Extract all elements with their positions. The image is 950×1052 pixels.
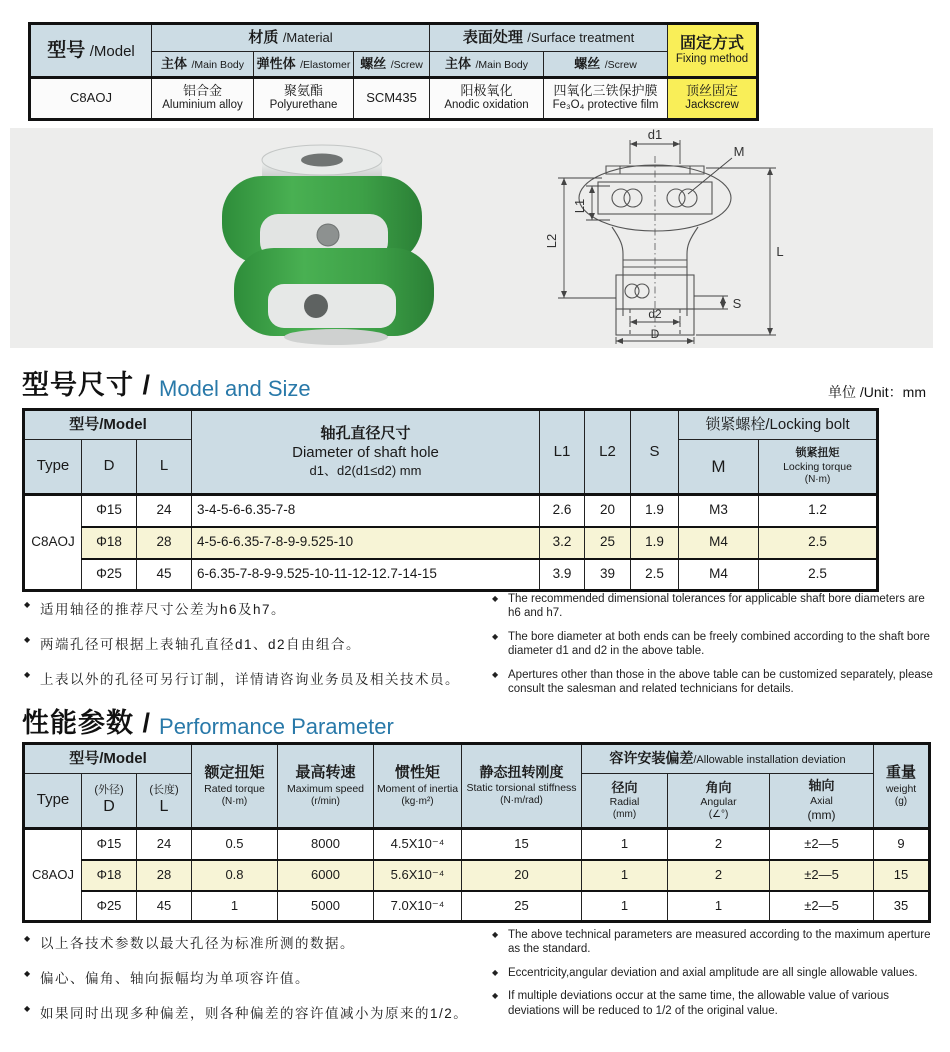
cell-weight: 15 [874,860,930,891]
perf-header-inertia [374,744,462,829]
cell-m: M4 [679,527,759,559]
cell-d: Φ15 [82,495,137,527]
spec-subheader-screw1 [354,52,430,78]
spec-subheader-main-body2-en: /Main Body [475,58,529,71]
spec-header-fixing-en: Fixing method [675,53,749,66]
perf-header-axial [770,774,874,829]
size-header-m: M [679,440,759,495]
perf-header-speed-en: Maximum speed [286,782,365,795]
cell-radial: 1 [582,860,668,891]
size-header-model-group: 型号/Model [24,410,192,440]
size-table-row [24,559,878,591]
cell-s: 1.9 [631,495,679,527]
spec-header-model-en: /Model [89,42,135,60]
spec-subheader-main-body2-zh: 主体 [445,55,472,71]
photo-set-screw-top [317,224,339,246]
cell-l: 28 [137,527,192,559]
technical-drawing [480,128,910,348]
perf-header-weight-en: weight [885,782,917,795]
note-item: ◆ The bore diameter at both ends can be freely combined according to the shaft bore diameter d1 and d2 in the above table. [492,630,938,659]
perf-header-radial [582,774,668,829]
cell-bores: 6-6.35-7-8-9-9.525-10-11-12-12.7-14-15 [192,559,540,591]
perf-header-axial-unit: (mm) [807,807,836,822]
spec-subheader-screw2-en: /Screw [604,58,637,71]
perf-header-inertia-unit: (kg·m²) [401,795,434,807]
note-item: ◆ If multiple deviations occur at the same time, the allowable value of various deviations will be reduced to 1/2 of the original value. [492,989,938,1018]
spec-subheader-screw2 [544,52,668,78]
spec-subheader-main-body [152,52,254,78]
perf-header-torque-en: Rated torque [204,782,265,795]
size-title-en: Model and Size [159,376,311,401]
spec-header-model-zh: 型号 [47,39,86,61]
size-header-shaft-range: d1、d2(d1≤d2) mm [309,462,422,478]
spec-elastomer-value [254,78,354,120]
cell-axial: ±2—5 [770,860,874,891]
cell-l2: 20 [585,495,631,527]
spec-header-material-zh: 材质 [248,28,279,46]
spec-header-fixing-zh: 固定方式 [680,34,745,52]
perf-type-value: C8AOJ [24,829,82,922]
drawing-dimensions [558,140,776,344]
cell-s: 2.5 [631,559,679,591]
spec-surface-main-en: Anodic oxidation [444,99,529,112]
spec-header-fixing [668,24,758,78]
cell-l2: 39 [585,559,631,591]
perf-header-l [137,774,192,829]
size-table-row [24,495,878,527]
perf-table-row [24,891,930,922]
photo-set-screw-bottom [304,294,328,318]
dim-label-s: S [732,296,742,311]
size-header-l2: L2 [585,410,631,495]
perf-header-type: Type [24,774,82,829]
spec-main-body-en: Aluminium alloy [162,99,243,112]
perf-header-d-zh: (外径) [94,783,124,796]
perf-header-angular-unit: (∠°) [708,808,729,820]
cell-speed: 5000 [278,891,374,922]
cell-radial: 1 [582,829,668,860]
perf-header-model-group: 型号/Model [24,744,192,774]
spec-header-surface-zh: 表面处理 [462,28,523,46]
spec-subheader-elastomer-zh: 弹性体 [256,55,296,71]
perf-title-zh: 性能参数 / [22,708,152,738]
size-header-shaft-zh: 轴孔直径尺寸 [320,425,411,443]
cell-weight: 35 [874,891,930,922]
cell-torque: 1.2 [759,495,878,527]
size-header-torque-unit: (N·m) [804,473,831,485]
perf-table-row [24,829,930,860]
cell-speed: 8000 [278,829,374,860]
size-header-d: D [82,440,137,495]
cell-l: 45 [137,559,192,591]
note-item: ◆ Eccentricity,angular deviation and axial amplitude are all single allowable values. [492,966,938,980]
perf-header-speed-unit: (r/min) [311,795,340,807]
photo-top-bore [301,154,343,167]
spec-subheader-screw1-zh: 螺丝 [360,55,387,71]
spec-model-value: C8AOJ [30,78,152,120]
photo-base [284,329,388,345]
spec-subheader-screw2-zh: 螺丝 [574,55,601,71]
spec-subheader-screw1-en: /Screw [390,58,423,71]
cell-d: Φ18 [82,860,137,891]
perf-header-stiffness-en: Static torsional stiffness [466,781,577,794]
cell-torque: 0.5 [192,829,278,860]
cell-stiffness: 25 [462,891,582,922]
cell-l2: 25 [585,527,631,559]
cell-l1: 2.6 [540,495,585,527]
cell-l: 45 [137,891,192,922]
cell-torque: 2.5 [759,559,878,591]
spec-fixing-zh: 顶丝固定 [686,83,739,99]
cell-l: 24 [137,829,192,860]
spec-surface-screw-en: Fe₃O₄ protective film [552,99,659,112]
note-item: ◆ The above technical parameters are measured according to the maximum aperture as the standard. [492,928,938,957]
performance-table [22,742,931,923]
cell-angular: 2 [668,860,770,891]
spec-main-body-zh: 铝合金 [182,83,222,99]
note-item: ◆ The recommended dimensional tolerances for applicable shaft bore diameters are h6 and h7. [492,592,938,621]
cell-d: Φ15 [82,829,137,860]
spec-header-material-en: /Material [282,29,333,45]
cell-inertia: 4.5X10⁻⁴ [374,829,462,860]
perf-title-en: Performance Parameter [159,714,394,739]
perf-header-l-letter: L [159,798,169,816]
perf-header-torque-unit: (N·m) [221,795,248,807]
spec-screw-value: SCM435 [354,78,430,120]
cell-inertia: 7.0X10⁻⁴ [374,891,462,922]
perf-header-d [82,774,137,829]
size-header-torque-zh: 锁紧扭矩 [795,446,840,459]
spec-header-surface [430,24,668,52]
cell-m: M3 [679,495,759,527]
note-item: ◆ 如果同时出现多种偏差，则各种偏差的容许值减小为原来的1/2。 [24,1002,479,1022]
spec-surface-main-value [430,78,544,120]
size-table-row-highlighted [24,527,878,559]
cell-radial: 1 [582,891,668,922]
cell-l: 24 [137,495,192,527]
perf-header-max-speed [278,744,374,829]
spec-subheader-main-body-en: /Main Body [191,58,244,71]
perf-header-deviation-zh: 容许安装偏差 [609,750,694,766]
note-item: ◆ 适用轴径的推荐尺寸公差为h6及h7。 [24,598,474,618]
note-item: ◆ 上表以外的孔径可另行订制，详情请咨询业务员及相关技术员。 [24,668,474,688]
size-header-shaft-en: Diameter of shaft hole [292,443,439,461]
spec-header-surface-en: /Surface treatment [527,29,635,45]
perf-header-inertia-zh: 惯性矩 [394,763,440,781]
cell-l1: 3.9 [540,559,585,591]
size-header-type: Type [24,440,82,495]
note-item: ◆ 两端孔径可根据上表轴孔直径d1、d2自由组合。 [24,633,474,653]
cell-torque: 1 [192,891,278,922]
size-header-shaft-hole [192,410,540,495]
perf-header-stiffness [462,744,582,829]
size-title-zh: 型号尺寸 / [22,370,152,400]
cell-s: 1.9 [631,527,679,559]
cell-axial: ±2—5 [770,829,874,860]
size-header-locking-group: 锁紧螺栓/Locking bolt [679,410,878,440]
perf-header-weight-zh: 重量 [886,763,917,781]
cell-angular: 1 [668,891,770,922]
spec-surface-screw-zh: 四氧化三铁保护膜 [553,83,658,99]
perf-header-speed-zh: 最高转速 [295,763,356,781]
perf-header-rated-torque [192,744,278,829]
spec-fixing-en: Jackscrew [685,99,739,112]
product-image-band [10,128,933,348]
perf-header-d-letter: D [103,798,115,816]
size-type-value: C8AOJ [24,495,82,591]
cell-d: Φ18 [82,527,137,559]
perf-section-title [22,700,928,740]
dim-label-m: M [733,144,745,159]
size-unit-label: 单位 /Unit：mm [828,384,926,400]
perf-header-angular-zh: 角向 [705,779,732,795]
note-item: ◆ Apertures other than those in the above table can be customized separately, please consult the salesman and related technicians for details. [492,668,938,697]
perf-header-axial-zh: 轴向 [808,778,835,794]
size-header-s: S [631,410,679,495]
perf-notes-english [492,928,938,1027]
perf-notes-chinese [24,932,479,1037]
spec-elastomer-zh: 聚氨酯 [283,83,323,99]
perf-header-angular [668,774,770,829]
spec-table [28,22,759,121]
cell-d: Φ25 [82,559,137,591]
spec-subheader-elastomer-en: /Elastomer [300,58,351,71]
product-photo [170,130,480,346]
size-section-title [22,362,928,402]
cell-d: Φ25 [82,891,137,922]
dim-label-d2: d2 [648,307,662,321]
size-header-locking-torque [759,440,878,495]
perf-header-stiffness-unit: (N·m/rad) [500,795,543,807]
spec-subheader-main-body2 [430,52,544,78]
perf-table-row-highlighted [24,860,930,891]
spec-fixing-value [668,78,758,120]
note-item: ◆ 偏心、偏角、轴向振幅均为单项容许值。 [24,967,479,987]
spec-elastomer-en: Polyurethane [269,99,338,112]
cell-bores: 3-4-5-6-6.35-7-8 [192,495,540,527]
spec-surface-screw-value [544,78,668,120]
size-table [22,408,879,592]
size-header-l: L [137,440,192,495]
cell-speed: 6000 [278,860,374,891]
perf-header-radial-en: Radial [609,795,640,808]
cell-torque: 0.8 [192,860,278,891]
perf-header-deviation-group [582,744,874,774]
cell-torque: 2.5 [759,527,878,559]
size-header-torque-en: Locking torque [783,460,852,473]
perf-header-l-zh: (长度) [149,783,179,796]
dim-label-l2: L2 [544,233,559,249]
spec-header-model [30,24,152,78]
cell-weight: 9 [874,829,930,860]
perf-header-stiffness-zh: 静态扭转刚度 [479,764,564,781]
size-header-l1: L1 [540,410,585,495]
cell-angular: 2 [668,829,770,860]
cell-l1: 3.2 [540,527,585,559]
spec-main-body-value [152,78,254,120]
dim-label-l1: L1 [572,198,587,214]
dim-label-d1: d1 [647,128,663,142]
spec-surface-main-zh: 阳极氧化 [460,83,513,99]
cell-m: M4 [679,559,759,591]
dim-label-l: L [776,244,784,259]
cell-bores: 4-5-6-6.35-7-8-9-9.525-10 [192,527,540,559]
dim-label-d: D [650,327,660,341]
cell-l: 28 [137,860,192,891]
perf-header-weight-unit: (g) [894,795,908,807]
cell-axial: ±2—5 [770,891,874,922]
cell-stiffness: 20 [462,860,582,891]
perf-header-weight [874,744,930,829]
perf-header-deviation-en: /Allowable installation deviation [693,754,846,766]
perf-header-angular-en: Angular [700,795,737,808]
cell-inertia: 5.6X10⁻⁴ [374,860,462,891]
perf-header-radial-unit: (mm) [612,808,637,820]
cell-stiffness: 15 [462,829,582,860]
perf-header-axial-en: Axial [810,794,833,807]
perf-header-inertia-en: Moment of inertia [376,782,459,795]
perf-header-radial-zh: 径向 [611,779,638,795]
size-notes-chinese [24,598,474,703]
size-notes-english [492,592,938,705]
spec-subheader-main-body-zh: 主体 [161,55,188,71]
spec-subheader-elastomer [254,52,354,78]
note-item: ◆ 以上各技术参数以最大孔径为标准所测的数据。 [24,932,479,952]
photo-bottom-hub [268,284,396,328]
perf-header-torque-zh: 额定扭矩 [204,763,265,781]
spec-header-material [152,24,430,52]
